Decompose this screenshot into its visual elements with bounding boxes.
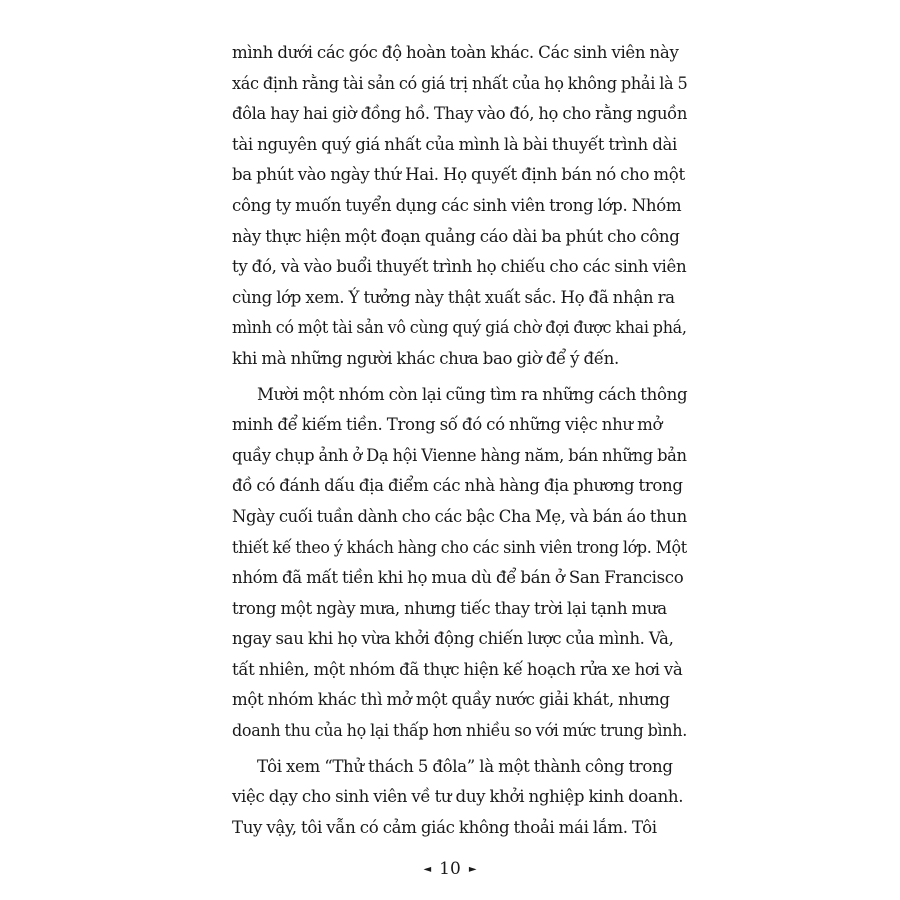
text-line: việc dạy cho sinh viên về tư duy khởi nghiệp kinh doanh.: [232, 787, 684, 807]
text-line: mình có một tài sản vô cùng quý giá chờ đợi được khai phá,: [232, 318, 687, 338]
text-line: ty đó, và vào buổi thuyết trình họ chiếu cho các sinh viên: [232, 257, 687, 277]
text-line: trong một ngày mưa, nhưng tiếc thay trời lại tạnh mưa: [232, 598, 667, 618]
text-line: đồ có đánh dấu địa điểm các nhà hàng địa phương trong: [232, 476, 683, 496]
page-number: 10: [439, 859, 461, 879]
text-line: quầy chụp ảnh ở Dạ hội Vienne hàng năm, bán những bản: [232, 445, 687, 465]
page-number-footer: [0, 854, 900, 885]
text-line: công ty muốn tuyển dụng các sinh viên trong lớp. Nhóm: [232, 195, 682, 215]
paragraph-3: [232, 752, 687, 844]
text-line: minh để kiếm tiền. Trong số đó có những việc như mở: [232, 415, 663, 435]
text-line: một nhóm khác thì mở một quầy nước giải khát, nhưng: [232, 690, 670, 710]
text-line: thiết kế theo ý khách hàng cho các sinh viên trong lớp. Một: [232, 537, 687, 557]
text-line: doanh thu của họ lại thấp hơn nhiều so với mức trung bình.: [232, 721, 687, 741]
text-line: Mười một nhóm còn lại cũng tìm ra những cách thông: [257, 384, 688, 404]
book-page-body: [232, 38, 687, 843]
text-line: tất nhiên, một nhóm đã thực hiện kế hoạch rửa xe hơi và: [232, 659, 683, 679]
text-line: khi mà những người khác chưa bao giờ để ý đến.: [232, 348, 619, 368]
left-triangle-icon: ◄: [423, 864, 432, 875]
text-line: tài nguyên quý giá nhất của mình là bài thuyết trình dài: [232, 134, 677, 154]
text-line: ngay sau khi họ vừa khởi động chiến lược của mình. Và,: [232, 629, 674, 649]
text-line: Tuy vậy, tôi vẫn có cảm giác không thoải mái lắm. Tôi: [232, 817, 657, 837]
paragraph-2: [232, 380, 687, 747]
right-triangle-icon: ►: [468, 864, 477, 875]
text-line: mình dưới các góc độ hoàn toàn khác. Các sinh viên này: [232, 43, 679, 62]
text-line: nhóm đã mất tiền khi họ mua dù để bán ở San Francisco: [232, 568, 684, 588]
text-line: xác định rằng tài sản có giá trị nhất của họ không phải là 5: [232, 73, 688, 93]
paragraph-1: [232, 38, 687, 375]
text-line: Ngày cuối tuần dành cho các bậc Cha Mẹ, và bán áo thun: [232, 506, 687, 526]
text-line: đôla hay hai giờ đồng hồ. Thay vào đó, họ cho rằng nguồn: [232, 104, 688, 124]
text-line: cùng lớp xem. Ý tưởng này thật xuất sắc. Họ đã nhận ra: [232, 287, 675, 307]
text-line: này thực hiện một đoạn quảng cáo dài ba phút cho công: [232, 226, 680, 246]
text-line: ba phút vào ngày thứ Hai. Họ quyết định bán nó cho một: [232, 165, 685, 185]
text-line: Tôi xem “Thử thách 5 đôla” là một thành công trong: [257, 756, 673, 776]
